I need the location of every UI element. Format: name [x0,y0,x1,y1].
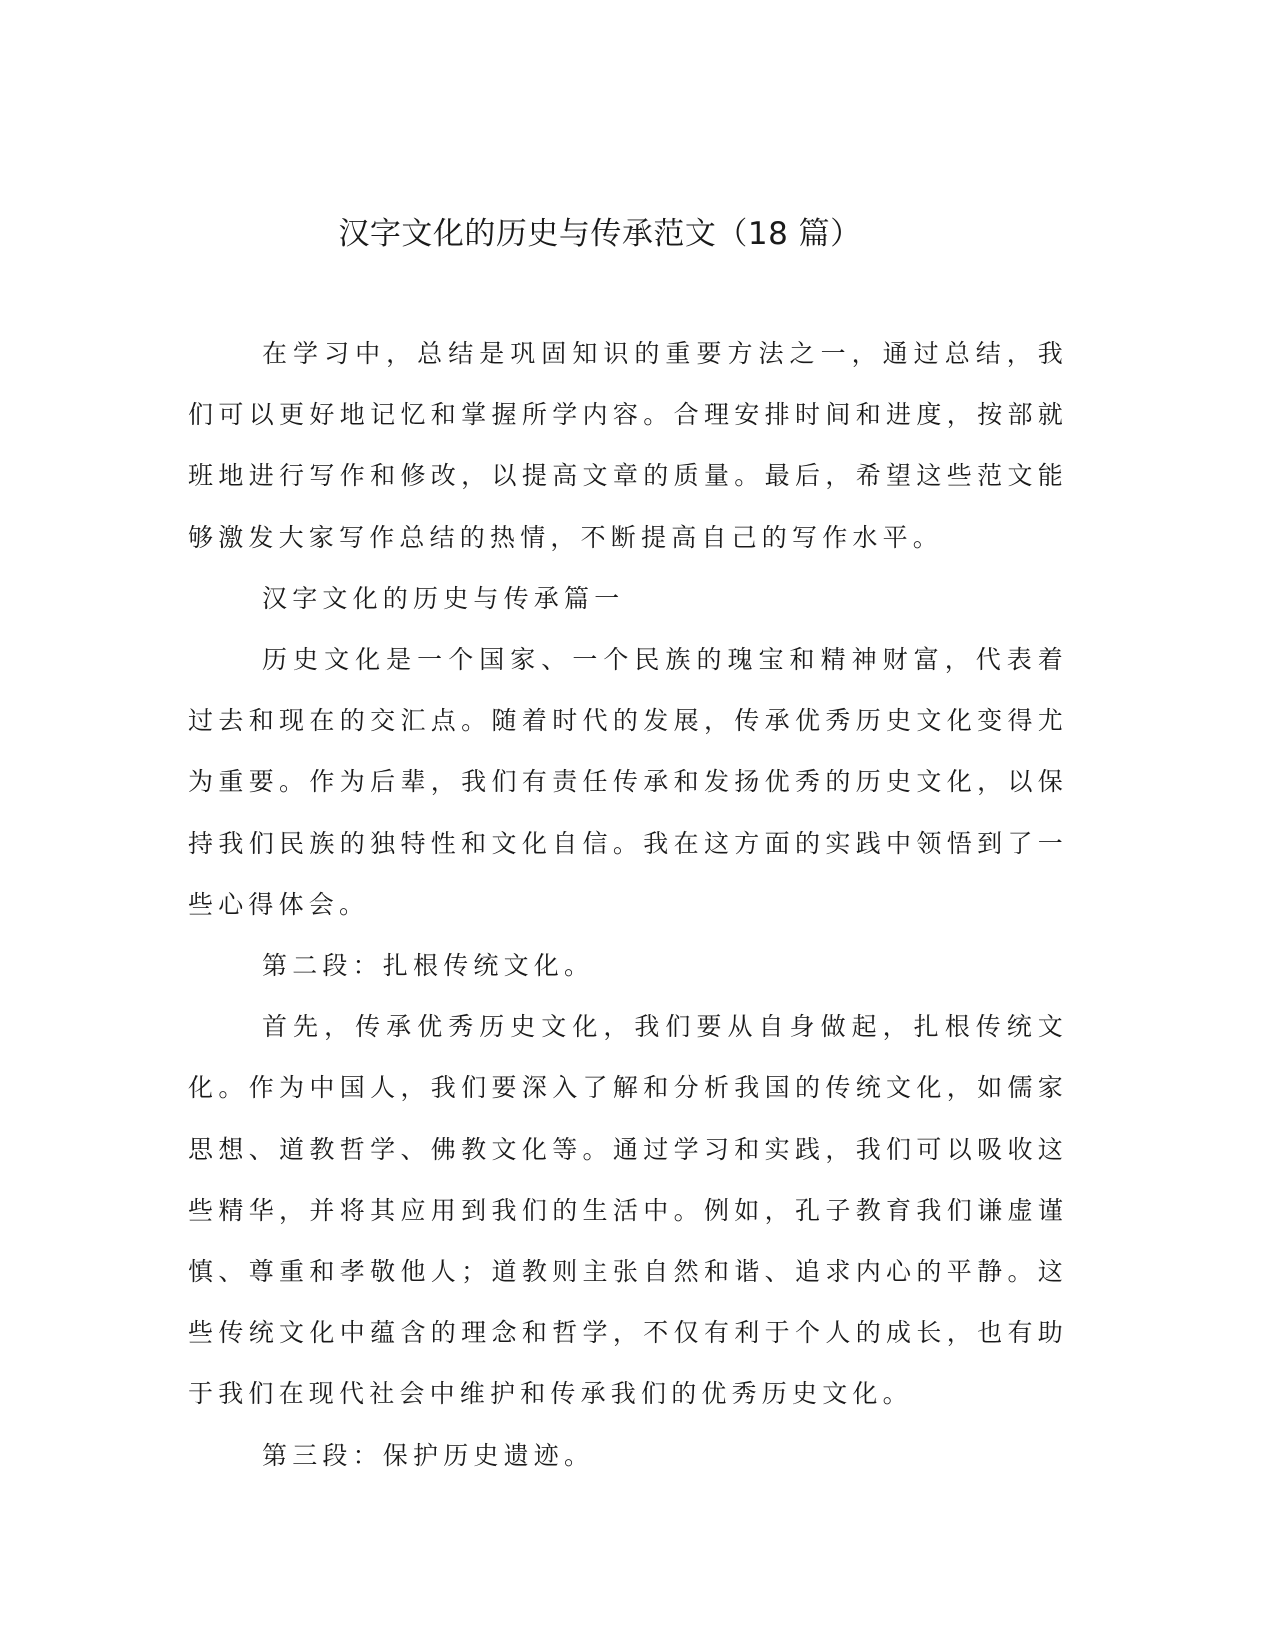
section-heading-second: 第二段：扎根传统文化。 [262,951,595,981]
body-paragraph: 首先，传承优秀历史文化，我们要从自身做起，扎根传统文化。作为中国人，我们要深入了解和分析我国的传统文化，如儒家思想、道教哲学、佛教文化等。通过学习和实践，我们可以吸收这些精华，并将其应用到我们的生活中。例如，孔子教育我们谦虚谨慎、尊重和孝敬他人；道教则主张自然和谐、追求内心的平静。这些传统文化中蕴含的理念和哲学，不仅有利于个人的成长，也有助于我们在现代社会中维护和传承我们的优秀历史文化。 [188,1012,1068,1409]
intro-paragraph: 在学习中，总结是巩固知识的重要方法之一，通过总结，我们可以更好地记忆和掌握所学内容。合理安排时间和进度，按部就班地进行写作和修改，以提高文章的质量。最后，希望这些范文能够激发大家写作总结的热情，不断提高自己的写作水平。 [188,339,1068,552]
document-title: 汉字文化的历史与传承范文（18 篇） [338,216,862,252]
document-body [188,323,1068,1486]
section-heading-third: 第三段：保护历史遗迹。 [262,1440,595,1470]
section-heading-part-one: 汉字文化的历史与传承篇一 [262,583,625,613]
body-paragraph: 历史文化是一个国家、一个民族的瑰宝和精神财富，代表着过去和现在的交汇点。随着时代的发展，传承优秀历史文化变得尤为重要。作为后辈，我们有责任传承和发扬优秀的历史文化，以保持我们民族的独特性和文化自信。我在这方面的实践中领悟到了一些心得体会。 [188,645,1068,919]
